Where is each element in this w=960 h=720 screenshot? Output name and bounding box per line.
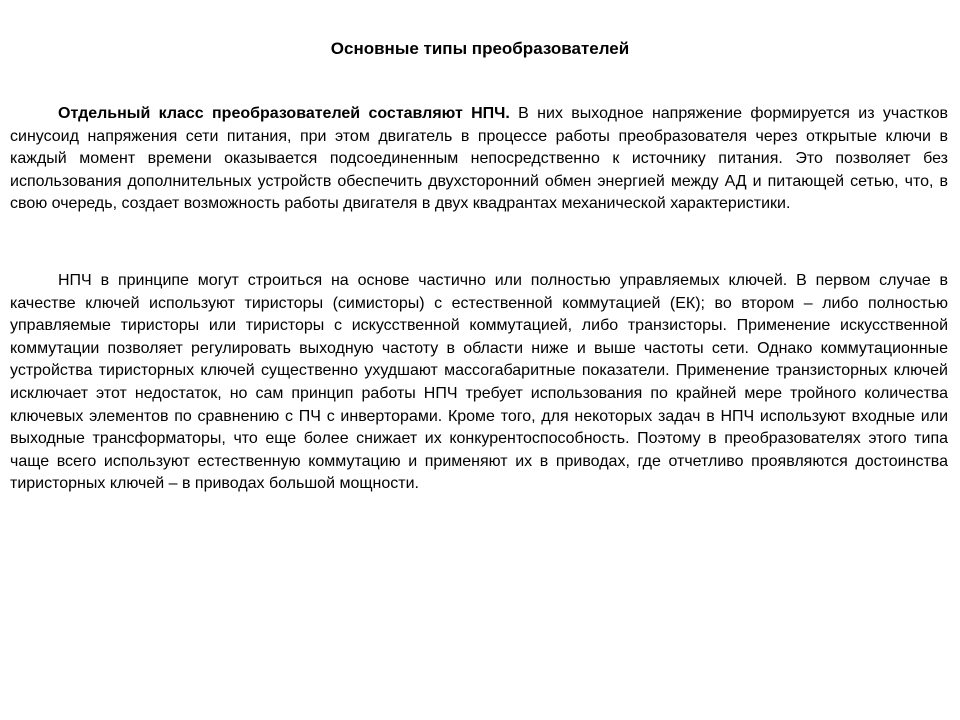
- paragraph-1: [10, 103, 948, 216]
- paragraph-1-text: В них выходное напряжение формируется из участков синусоид напряжения сети питания, при этом двигатель в процессе работы преобразователя через открытые ключи в каждый момент времени оказывается подсоединенным непосредственно к источнику питания. Это позволяет без использования дополнительных устройств обеспечить двухсторонний обмен энергией между АД и питающей сетью, что, в свою очередь, создает возможность работы двигателя в двух квадрантах механической характеристики.: [10, 105, 949, 213]
- slide-title: Основные типы преобразователей: [330, 39, 630, 58]
- paragraph-1-lead: Отдельный класс преобразователей составляют НПЧ.: [58, 105, 510, 122]
- paragraph-2-text: НПЧ в принципе могут строиться на основе частично или полностью управляемых ключей. В первом случае в качестве ключей используют тиристоры (симисторы) с естественной коммутацией (ЕК); во втором – либо полностью управляемые тиристоры или тиристоры с искусственной коммутацией, либо транзисторы. Применение искусственной коммутации позволяет регулировать выходную частоту в области ниже и выше частоты сети. Однако коммутационные устройства тиристорных ключей существенно ухудшают массогабаритные показатели. Применение транзисторных ключей исключает этот недостаток, но сам принцип работы НПЧ требует использования по крайней мере тройного количества ключевых элементов по сравнению с ПЧ с инверторами. Кроме того, для некоторых задач в НПЧ используют входные или выходные трансформаторы, что еще более снижает их конкурентоспособность. Поэтому в преобразователях этого типа чаще всего используют естественную коммутацию и применяют их в приводах, где отчетливо проявляются достоинства тиристорных ключей – в приводах большой мощности.: [10, 272, 948, 493]
- paragraph-2: [10, 270, 948, 496]
